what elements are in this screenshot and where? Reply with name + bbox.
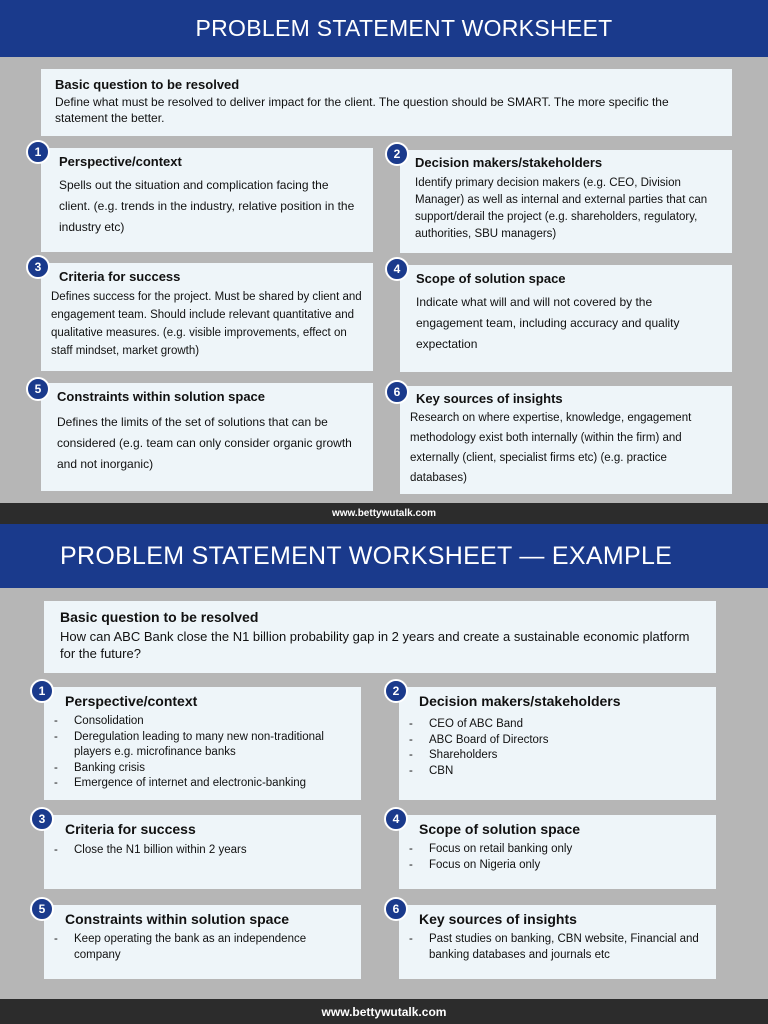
card-title: Criteria for success <box>65 821 196 837</box>
list-item: - Consolidation <box>48 714 351 730</box>
card-constraints <box>41 383 373 491</box>
example-banner <box>0 524 768 588</box>
bullet-list <box>48 714 351 792</box>
basic-question-box <box>41 69 732 136</box>
card-title: Decision makers/stakeholders <box>415 155 603 170</box>
basic-question-title: Basic question to be resolved <box>55 77 240 92</box>
card-text: Defines success for the project. Must be shared by client and engagement team. Should include relevant quantitative and qualitative measures. (e.g. visible improvements, effect on staff mindset, market growth) <box>51 291 362 357</box>
website-footer <box>0 503 768 524</box>
list-item: - CEO of ABC Band <box>403 717 706 733</box>
card-perspective <box>41 148 373 252</box>
website-link: www.bettywutalk.com <box>331 508 437 519</box>
bullet-list <box>48 932 351 963</box>
card-title: Scope of solution space <box>416 271 566 286</box>
card-text: Indicate what will and will not covered by the engagement team, including accuracy and quality expectation <box>416 295 680 351</box>
list-item: - Banking crisis <box>48 761 351 777</box>
number-badge: 1 <box>26 140 50 164</box>
card-title: Perspective/context <box>59 154 182 169</box>
number-badge: 3 <box>30 807 54 831</box>
number-badge: 4 <box>384 807 408 831</box>
card-perspective <box>44 687 361 800</box>
card-title: Perspective/context <box>65 693 198 709</box>
list-item: - Focus on Nigeria only <box>403 858 706 874</box>
bullet-list <box>48 843 351 859</box>
website-link: www.bettywutalk.com <box>321 1004 447 1019</box>
number-badge: 4 <box>385 257 409 281</box>
card-title: Scope of solution space <box>419 821 581 837</box>
card-title: Constraints within solution space <box>57 389 266 404</box>
bullet-list <box>403 932 706 963</box>
worksheet-title: PROBLEM STATEMENT WORKSHEET <box>195 15 613 41</box>
list-item: - Past studies on banking, CBN website, Financial and banking databases and journals etc <box>403 932 706 963</box>
list-item: - CBN <box>403 764 706 780</box>
number-badge: 5 <box>30 897 54 921</box>
basic-question-text: Define what must be resolved to deliver impact for the client. The question should be SMART. The more specific the statement the better. <box>55 95 669 125</box>
number-badge: 2 <box>385 142 409 166</box>
card-decision-makers <box>399 687 716 800</box>
card-text: Defines the limits of the set of solutions that can be considered (e.g. team can only consider organic growth and not inorganic) <box>57 415 352 471</box>
list-item: - Emergence of internet and electronic-banking <box>48 776 351 792</box>
list-item: - Focus on retail banking only <box>403 842 706 858</box>
card-text: Research on where expertise, knowledge, engagement methodology exist both internally (within the firm) and externally (client, specialist firms etc) (e.g. practice databases) <box>410 412 692 484</box>
list-item: - ABC Board of Directors <box>403 733 706 749</box>
card-criteria <box>44 815 361 889</box>
card-text: Spells out the situation and complication facing the client. (e.g. trends in the industry, relative position in the industry etc) <box>59 178 355 234</box>
bullet-list <box>403 717 706 779</box>
list-item: - Keep operating the bank as an independence company <box>48 932 351 963</box>
number-badge: 6 <box>385 380 409 404</box>
basic-question-box <box>44 601 716 673</box>
list-item: - Shareholders <box>403 748 706 764</box>
card-scope <box>400 265 732 372</box>
worksheet-banner <box>0 0 768 57</box>
number-badge: 6 <box>384 897 408 921</box>
example-title: PROBLEM STATEMENT WORKSHEET — EXAMPLE <box>60 541 673 570</box>
card-title: Decision makers/stakeholders <box>419 693 621 709</box>
number-badge: 1 <box>30 679 54 703</box>
basic-question-text: How can ABC Bank close the N1 billion probability gap in 2 years and create a sustainable economic platform for the future? <box>60 629 690 661</box>
basic-question-title: Basic question to be resolved <box>60 609 259 625</box>
card-criteria <box>41 263 373 371</box>
card-insights <box>399 905 716 979</box>
card-text: Identify primary decision makers (e.g. CEO, Division Manager) as well as internal and external parties that can support/derail the project (e.g. shareholders, regulatory, authorities, SBU managers) <box>415 177 708 240</box>
list-item: - Deregulation leading to many new non-traditional players e.g. microfinance banks <box>48 730 351 761</box>
card-scope <box>399 815 716 889</box>
card-title: Key sources of insights <box>419 911 577 927</box>
bullet-list <box>403 842 706 873</box>
card-title: Key sources of insights <box>416 391 563 406</box>
card-title: Constraints within solution space <box>65 911 290 927</box>
card-title: Criteria for success <box>59 269 181 284</box>
list-item: - Close the N1 billion within 2 years <box>48 843 351 859</box>
number-badge: 2 <box>384 679 408 703</box>
card-decision-makers <box>400 150 732 253</box>
number-badge: 3 <box>26 255 50 279</box>
card-constraints <box>44 905 361 979</box>
card-insights <box>400 386 732 494</box>
number-badge: 5 <box>26 377 50 401</box>
website-footer <box>0 999 768 1024</box>
